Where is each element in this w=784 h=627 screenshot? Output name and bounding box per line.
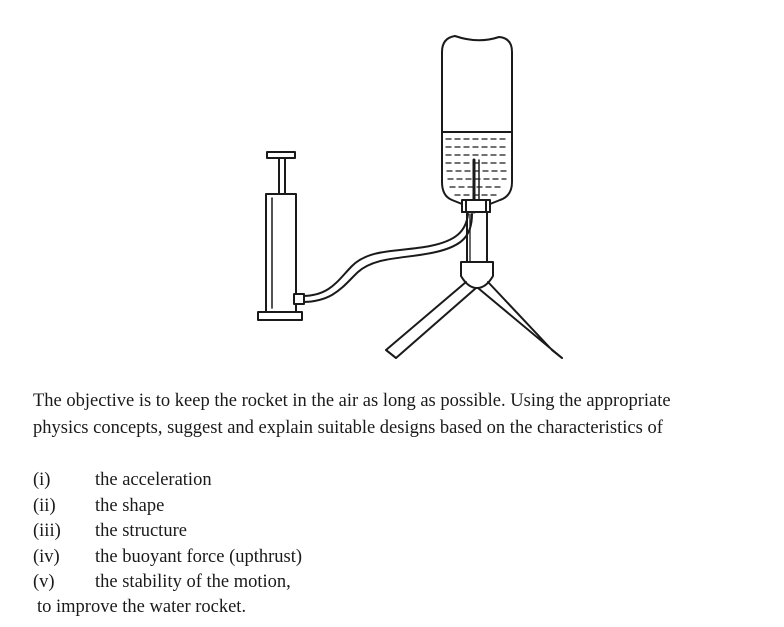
stand-hub xyxy=(461,262,493,288)
item-text: the shape xyxy=(95,495,165,516)
pump-base xyxy=(258,312,302,320)
characteristics-list xyxy=(33,468,302,596)
pump-outlet xyxy=(294,294,304,304)
paragraph-line-2: physics concepts, suggest and explain suitable designs based on the characteristics of xyxy=(33,418,663,438)
stand-leg-left xyxy=(386,282,476,358)
bottle-rocket xyxy=(442,36,512,212)
item-number: (v) xyxy=(33,572,55,592)
water-hatching xyxy=(446,139,508,195)
item-text: the stability of the motion, xyxy=(95,572,291,592)
list-item xyxy=(33,494,302,520)
stand-leg-right xyxy=(478,282,562,358)
question-paragraph xyxy=(33,388,781,442)
list-item xyxy=(33,519,302,545)
item-text: the structure xyxy=(95,521,187,541)
hose xyxy=(302,214,472,302)
closing-line: to improve the water rocket. xyxy=(37,597,247,617)
list-item xyxy=(33,545,302,571)
list-item xyxy=(33,468,302,494)
item-number: (iii) xyxy=(33,521,61,541)
item-number: (iv) xyxy=(33,546,60,567)
pump-barrel xyxy=(266,194,296,312)
launch-stand xyxy=(386,212,562,358)
list-item xyxy=(33,570,302,596)
paragraph-line-1: The objective is to keep the rocket in the air as long as possible. Using the appropriate xyxy=(33,391,671,411)
item-text: the acceleration xyxy=(95,470,212,490)
item-number: (ii) xyxy=(33,495,56,516)
bicycle-pump xyxy=(258,152,304,320)
bottle-outline xyxy=(442,36,512,212)
item-number: (i) xyxy=(33,470,51,490)
pump-handle xyxy=(267,152,295,158)
item-text: the buoyant force (upthrust) xyxy=(95,546,303,567)
